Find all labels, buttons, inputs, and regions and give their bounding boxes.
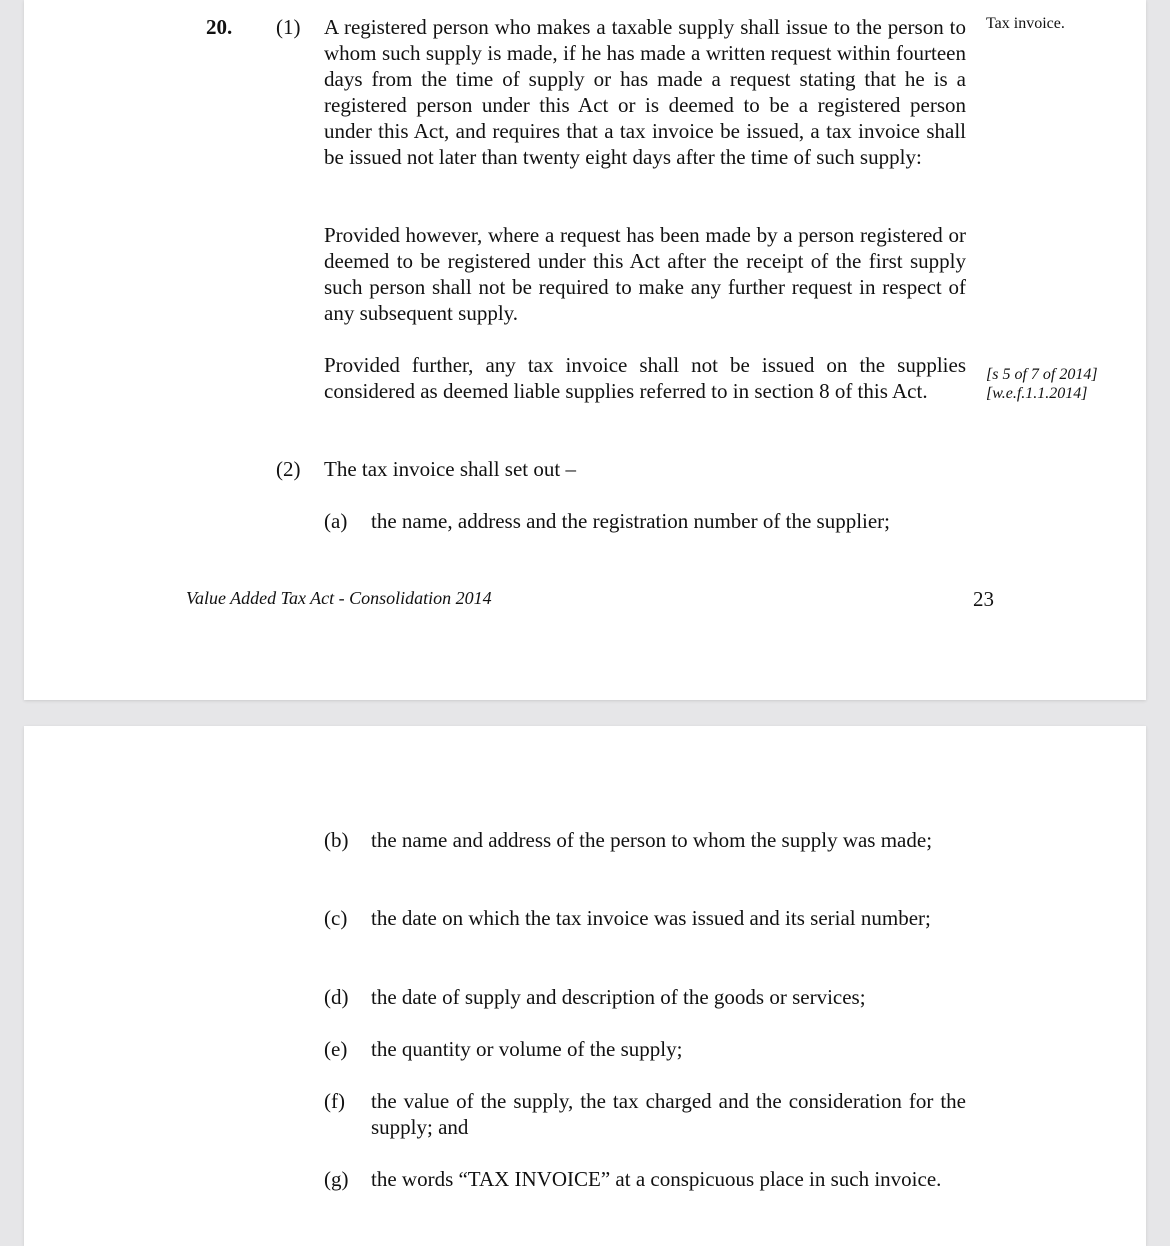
item-d-letter: (d) (324, 985, 349, 1009)
marginal-title: Tax invoice. (986, 15, 1065, 32)
item-g-text: the words “TAX INVOICE” at a conspicuous place in such invoice. (371, 1167, 942, 1191)
subsection-2-text: The tax invoice shall set out – (324, 457, 576, 481)
proviso-1-text: Provided however, where a request has been made by a person registered or deemed to be registered under this Act after the receipt of the first supply such person shall not be required to make any further request in respect of any subsequent supply. (324, 223, 966, 325)
subsection-1-text: A registered person who makes a taxable supply shall issue to the person to whom such supply is made, if he has made a written request within fourteen days from the time of supply or has made a request stating that he is a registered person under this Act or is deemed to be a registered person under this Act, and requires that a tax invoice be issued, a tax invoice shall be issued not later than twenty eight days after the time of such supply: (324, 15, 966, 169)
document-page-1 (24, 0, 1146, 700)
subsection-2-number: (2) (276, 457, 301, 481)
item-f-letter: (f) (324, 1089, 345, 1113)
item-b-text: the name and address of the person to whom the supply was made; (371, 828, 933, 852)
item-a-letter: (a) (324, 509, 348, 533)
amendment-note-line-2: [w.e.f.1.1.2014] (986, 385, 1088, 402)
item-g-letter: (g) (324, 1167, 349, 1191)
footer-title: Value Added Tax Act - Consolidation 2014 (186, 588, 492, 608)
page-number: 23 (973, 587, 994, 611)
section-number: 20. (206, 15, 233, 39)
amendment-note-line-1: [s 5 of 7 of 2014] (986, 366, 1098, 383)
item-c-text: the date on which the tax invoice was issued and its serial number; (371, 906, 931, 930)
document-page-2 (24, 726, 1146, 1246)
item-a-text: the name, address and the registration number of the supplier; (371, 509, 891, 533)
item-d-text: the date of supply and description of the goods or services; (371, 985, 866, 1009)
item-e-text: the quantity or volume of the supply; (371, 1037, 683, 1061)
item-b-letter: (b) (324, 828, 349, 852)
item-c-letter: (c) (324, 906, 348, 930)
subsection-1-number: (1) (276, 15, 301, 39)
item-e-letter: (e) (324, 1037, 348, 1061)
proviso-2-text: Provided further, any tax invoice shall not be issued on the supplies considered as deemed liable supplies referred to in section 8 of this Act. (324, 353, 966, 403)
item-f-text: the value of the supply, the tax charged and the consideration for the supply; and (371, 1089, 966, 1139)
